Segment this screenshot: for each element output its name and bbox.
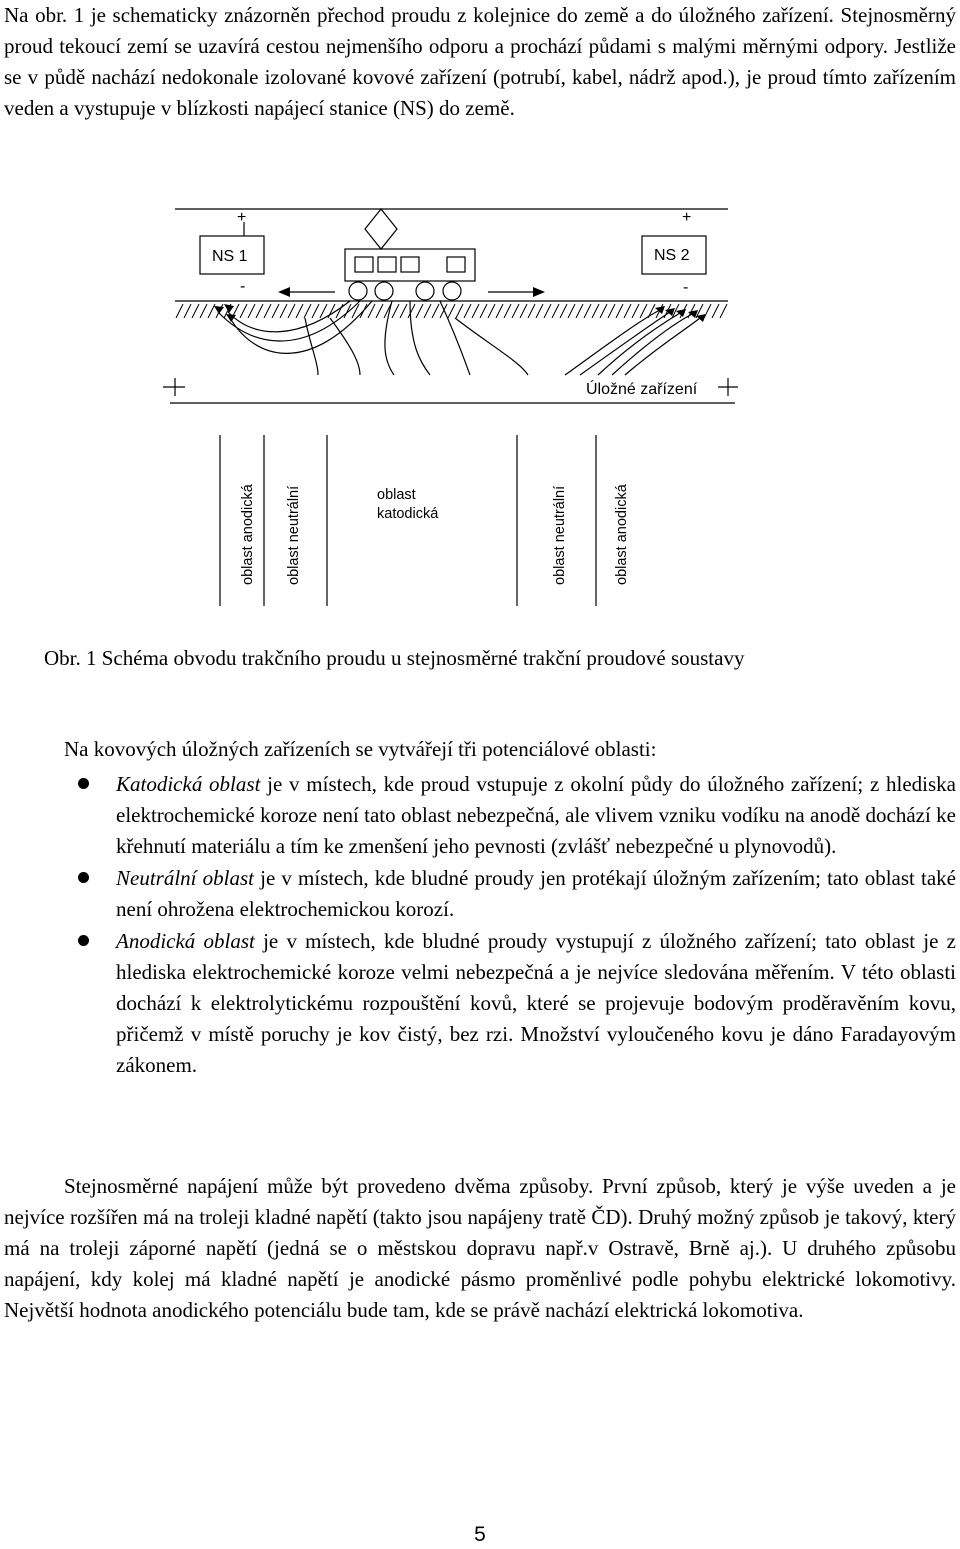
potential-zones-list (0, 769, 960, 1081)
structure-label: Úložné zařízení (586, 381, 698, 398)
ns2-plus: + (682, 209, 692, 226)
list-item (0, 926, 960, 1081)
tram-body (345, 249, 475, 281)
zone-anodic-left: oblast anodická (240, 484, 256, 585)
item-text: je v místech, kde bludné proudy vystupují z úložného zařízení; tato oblast je z hlediska elektrochemické koroze velmi nebezpečná a je nejvíce sledována měřením. V této oblasti dochází k elektrolytickému rozpouštění kovů, které se projevuje bodovým proděravěním kovu, přičemž v místě poruchy je kov čistý, bez rzi. Množství vyloučeného kovu je dáno Faradayovým zákonem. (116, 929, 956, 1077)
ns2-label: NS 2 (654, 247, 690, 264)
traction-current-diagram (0, 0, 960, 640)
item-term: Katodická oblast (116, 772, 261, 796)
figure-caption: Obr. 1 Schéma obvodu trakčního proudu u stejnosměrné trakční proudové soustavy (44, 646, 745, 670)
list-item (0, 769, 960, 862)
ns1-label: NS 1 (212, 248, 248, 265)
item-term: Neutrální oblast (116, 866, 254, 890)
pantograph (365, 209, 397, 249)
zone-neutral-right: oblast neutrální (552, 485, 568, 585)
page-number: 5 (474, 1523, 486, 1546)
list-item (0, 863, 960, 925)
item-text: je v místech, kde bludné proudy jen protékají úložným zařízením; tato oblast také není ohrožena elektrochemickou korozí. (116, 866, 956, 921)
ns1-minus: - (240, 278, 246, 295)
item-term: Anodická oblast (116, 929, 255, 953)
item-text: je v místech, kde proud vstupuje z okolní půdy do úložného zařízení; z hlediska elektrochemické koroze není tato oblast nebezpečná, ale vlivem vzniku vodíku na anodě dochází ke křehnutí materiálu a tím ke zmenšení jeho pevnosti (zvlášť nebezpečné u plynovodů). (116, 772, 956, 858)
list-intro: Na kovových úložných zařízeních se vytvářejí tři potenciálové oblasti: (64, 737, 657, 761)
bullet-icon (78, 872, 89, 883)
bullet-icon (78, 935, 89, 946)
zone-cathodic-line2: katodická (377, 506, 439, 522)
zone-neutral-left: oblast neutrální (286, 485, 302, 585)
final-paragraph: Stejnosměrné napájení může být provedeno dvěma způsoby. První způsob, který je výše uveden a je nejvíce rozšířen má na troleji kladné napětí (takto jsou napájeny tratě ČD). Druhý možný způsob je takový, který má na troleji záporné napětí (jedná se o městskou dopravu např.v Ostravě, Brně aj.). U druhého způsobu napájení, kdy kolej má kladné napětí je anodické pásmo proměnlivé podle pohybu elektrické lokomotivy. Největší hodnota anodického potenciálu bude tam, kde se právě nachází elektrická lokomotiva. (4, 1174, 956, 1322)
intro-paragraph: Na obr. 1 je schematicky znázorněn přechod proudu z kolejnice do země a do úložného zařízení. Stejnosměrný proud tekoucí zemí se uzavírá cestou nejmenšího odporu a prochází půdami s malými měrnými odpory. Jestliže se v půdě nachází nedokonale izolované kovové zařízení (potrubí, kabel, nádrž apod.), je proud tímto zařízením veden a vystupuje v blízkosti napájecí stanice (NS) do země. (4, 3, 956, 120)
zone-anodic-right: oblast anodická (614, 484, 630, 585)
bullet-icon (78, 778, 89, 789)
ground-hatching (176, 304, 727, 318)
ns1-plus: + (237, 209, 247, 226)
zone-cathodic-line1: oblast (377, 487, 416, 503)
ns2-minus: - (683, 279, 689, 296)
